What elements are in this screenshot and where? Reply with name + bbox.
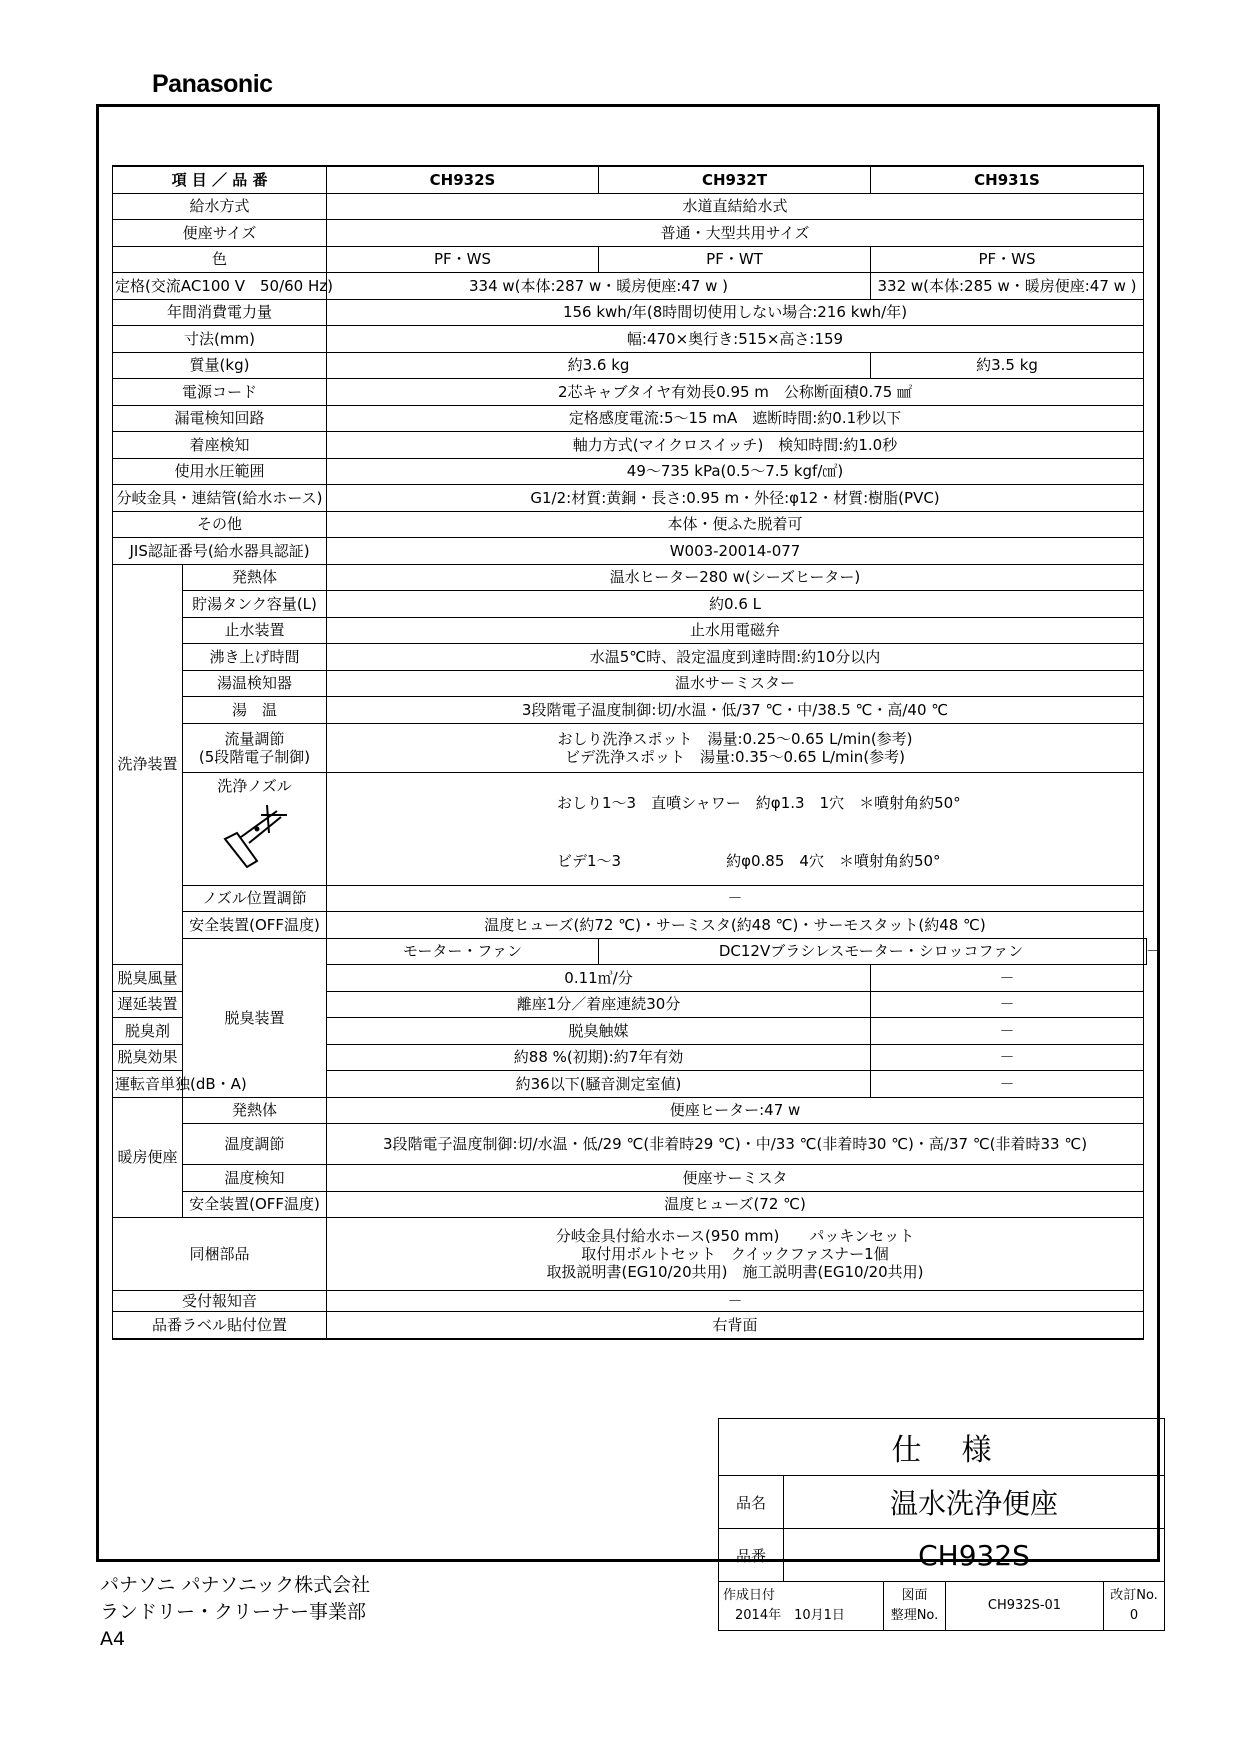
table-row: 色 PF・WS PF・WT PF・WS	[113, 246, 1147, 273]
header-item: 項 目 ／ 品 番	[113, 166, 327, 193]
table-row: 脱臭効果 約88 %(初期):約7年有効 －	[113, 1044, 1147, 1071]
table-row: 便座サイズ 普通・大型共用サイズ	[113, 220, 1147, 247]
table-row: JIS認証番号(給水器具認証) W003-20014-077	[113, 538, 1147, 565]
table-row: 定格(交流AC100 V 50/60 Hz) 334 w(本体:287 w・暖房便座:47 w ) 332 w(本体:285 w・暖房便座:47 w )	[113, 273, 1147, 300]
table-row: その他 本体・便ふた脱着可	[113, 511, 1147, 538]
drawing-number: CH932S-01	[946, 1582, 1104, 1631]
header-model-2: CH932T	[599, 166, 871, 193]
spec-table	[112, 165, 1162, 1340]
table-row: 質量(kg) 約3.6 kg 約3.5 kg	[113, 352, 1147, 379]
table-row: 分岐金具・連結管(給水ホース) G1/2:材質:黄銅・長さ:0.95 m・外径:φ12・材質:樹脂(PVC)	[113, 485, 1147, 512]
creation-date: 2014年 10月1日	[735, 1608, 845, 1623]
title-block: 仕様 品名 温水洗浄便座 品番 CH932S 作成日付 2014年 10月1日 図面 整理No. CH932S-01 改訂No. 0	[718, 1418, 1165, 1631]
document-title: 仕様	[719, 1419, 1165, 1476]
header-model-3: CH931S	[871, 166, 1144, 193]
table-row: 寸法(mm) 幅:470×奥行き:515×高さ:159	[113, 326, 1147, 353]
table-row: 給水方式 水道直結給水式	[113, 193, 1147, 220]
table-row: ノズル位置調節 －	[113, 885, 1147, 912]
table-row: 洗浄装置 発熱体 温水ヒーター280 w(シーズヒーター)	[113, 564, 1147, 591]
table-row: 洗浄ノズル おしり1～3 直噴シャワー 約φ1.3 1穴 ＊噴射角約50° ビデ1～3 約φ0.85 4穴 ＊噴射角約50°	[113, 772, 1147, 885]
table-row: 沸き上げ時間 水温5℃時、設定温度到達時間:約10分以内	[113, 644, 1147, 671]
table-row: 運転音単独(dB・A) 約36以下(騒音測定室値) －	[113, 1071, 1147, 1098]
category-heated-seat: 暖房便座	[113, 1097, 183, 1218]
table-row: 受付報知音 －	[113, 1291, 1147, 1312]
table-row: 脱臭装置 モーター・ファン DC12Vブラシレスモーター・シロッコファン －	[113, 938, 1147, 965]
table-row: 暖房便座 発熱体 便座ヒーター:47 w	[113, 1097, 1147, 1124]
brand-logo: Panasonic	[152, 70, 273, 98]
table-row: 使用水圧範囲 49～735 kPa(0.5～7.5 kgf/㎠)	[113, 458, 1147, 485]
table-row: 脱臭剤 脱臭触媒 －	[113, 1018, 1147, 1045]
table-row: 年間消費電力量 156 kwh/年(8時間切使用しない場合:216 kwh/年)	[113, 299, 1147, 326]
header-model-1: CH932S	[327, 166, 599, 193]
table-row: 安全装置(OFF温度) 温度ヒューズ(約72 ℃)・サーミスタ(約48 ℃)・サーモスタット(約48 ℃)	[113, 912, 1147, 939]
nozzle-diagram-icon	[221, 803, 291, 873]
table-row: 温度検知 便座サーミスタ	[113, 1165, 1147, 1192]
table-header	[113, 166, 1147, 193]
table-row: 漏電検知回路 定格感度電流:5～15 mA 遮断時間:約0.1秒以下	[113, 405, 1147, 432]
revision-number: 0	[1129, 1608, 1139, 1623]
table-row: 品番ラベル貼付位置 右背面	[113, 1312, 1147, 1339]
table-row: 止水装置 止水用電磁弁	[113, 617, 1147, 644]
table-row: 湯 温 3段階電子温度制御:切/水温・低/37 ℃・中/38.5 ℃・高/40 ℃	[113, 697, 1147, 724]
table-row: 遅延装置 離座1分／着座連続30分 －	[113, 991, 1147, 1018]
table-row: 安全装置(OFF温度) 温度ヒューズ(72 ℃)	[113, 1191, 1147, 1218]
table-row: 貯湯タンク容量(L) 約0.6 L	[113, 591, 1147, 618]
table-row: 脱臭風量 0.11㎥/分 －	[113, 965, 1147, 992]
category-deodor: 脱臭装置	[183, 938, 327, 1097]
table-row: 着座検知 軸力方式(マイクロスイッチ) 検知時間:約1.0秒	[113, 432, 1147, 459]
category-wash: 洗浄装置	[113, 564, 183, 965]
table-row: 電源コード 2芯キャブタイヤ有効長0.95 m 公称断面積0.75 ㎟	[113, 379, 1147, 406]
product-name: 温水洗浄便座	[784, 1476, 1165, 1529]
table-row: 温度調節 3段階電子温度制御:切/水温・低/29 ℃(非着時29 ℃)・中/33 ℃(非着時30 ℃)・高/37 ℃(非着時33 ℃)	[113, 1124, 1147, 1165]
table-row: 同梱部品 分岐金具付給水ホース(950 mm) パッキンセット 取付用ボルトセット クイックファスナー1個 取扱説明書(EG10/20共用) 施工説明書(EG10/20共用)	[113, 1218, 1147, 1291]
table-row: 流量調節 (5段階電子制御) おしり洗浄スポット 湯量:0.25～0.65 L/min(参考) ビデ洗浄スポット 湯量:0.35～0.65 L/min(参考)	[113, 723, 1147, 772]
table-row: 湯温検知器 温水サーミスター	[113, 670, 1147, 697]
product-number: CH932S	[784, 1529, 1165, 1582]
footer: パナソニ パナソニック株式会社 ランドリー・クリーナー事業部 A4	[100, 1574, 371, 1650]
